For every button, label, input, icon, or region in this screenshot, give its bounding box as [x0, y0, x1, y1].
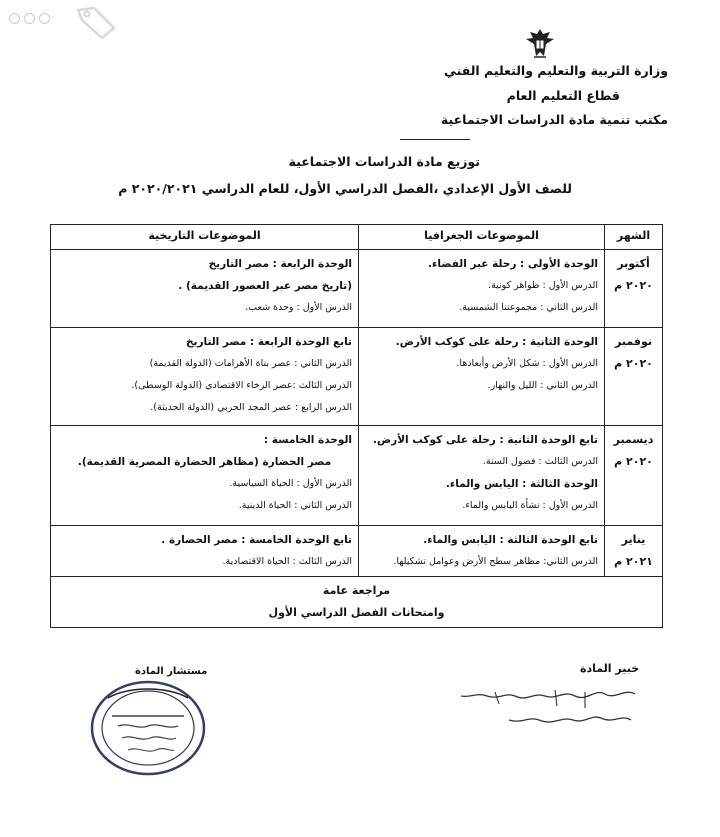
unit-title: تابع الوحدة الرابعة : مصر التاريخ	[185, 336, 352, 348]
header-divider	[400, 139, 470, 140]
unit-title: الوحدة الأولى : رحلة عبر الفضاء.	[428, 258, 598, 270]
month-cell	[605, 250, 663, 328]
month-name: ديسمبر	[613, 433, 654, 446]
document-page	[40, 26, 690, 806]
document-subtitle: للصف الأول الإعدادي ،الفصل الدراسي الأول، للعام الدراسي ٢٠٢٠/٢٠٢١ م	[118, 181, 572, 196]
office-name: مكتب تنمية مادة الدراسات الاجتماعية	[440, 112, 668, 127]
lesson-item: الدرس الأول : ظواهر كونية.	[488, 280, 598, 291]
month-name: أكتوبر	[617, 257, 650, 270]
lesson-item: الدرس الأول : شكل الأرض وأبعادها.	[456, 358, 598, 369]
unit-title: الوحدة الثالثة : اليابس والماء.	[445, 478, 598, 490]
unit-title: تابع الوحدة الثالثة : اليابس والماء.	[423, 534, 598, 546]
header-history: الموضوعات التاريخية	[51, 225, 359, 250]
month-year: ٢٠٢٠ م	[614, 455, 653, 468]
table-row	[51, 526, 663, 577]
lesson-item: الدرس الأول : الحياة السياسية.	[229, 478, 352, 489]
schedule-table	[50, 224, 663, 628]
dots-icon[interactable]	[39, 13, 50, 24]
sector-name: قطاع التعليم العام	[506, 88, 620, 103]
stamp-label: مستشار المادة	[135, 666, 208, 677]
month-name: نوفمبر	[615, 335, 652, 348]
unit-title: تابع الوحدة الثانية : رحلة على كوكب الأرض.	[373, 434, 598, 446]
table-row	[51, 250, 663, 328]
lesson-item: الدرس الثاني : الليل والنهار.	[487, 380, 598, 391]
history-cell	[51, 526, 359, 577]
handwritten-signatures	[435, 684, 645, 764]
header-month: الشهر	[605, 225, 663, 250]
geography-cell	[359, 426, 605, 526]
lesson-item: الدرس الثاني : الحياة الدينية.	[238, 500, 352, 511]
ministry-name: وزارة التربية والتعليم والتعليم الفني	[443, 63, 668, 78]
unit-title: الوحدة الثانية : رحلة على كوكب الأرض.	[395, 336, 598, 348]
dots-icon[interactable]	[24, 13, 35, 24]
unit-subtitle: مصر الحضارة (مظاهر الحضارة المصرية القديمة).	[77, 456, 332, 468]
review-text: مراجعة عامة	[322, 584, 391, 597]
table-row	[51, 328, 663, 426]
month-cell	[605, 328, 663, 426]
exams-text: وامتحانات الفصل الدراسي الأول	[268, 606, 445, 619]
month-year: ٢٠٢٠ م	[614, 357, 653, 370]
review-cell	[51, 577, 663, 628]
month-year: ٢٠٢١ م	[614, 555, 653, 568]
table-row	[51, 426, 663, 526]
lesson-item: الدرس الأول : وحدة شعب.	[245, 302, 352, 313]
unit-title: تابع الوحدة الخامسة : مصر الحضارة .	[161, 534, 352, 546]
lesson-item: الدرس الثالث :عصر الرخاء الاقتصادي (الدولة الوسطى).	[131, 380, 352, 391]
geography-cell	[359, 250, 605, 328]
eagle-emblem-icon	[520, 26, 560, 60]
month-cell	[605, 426, 663, 526]
unit-title: الوحدة الرابعة : مصر التاريخ	[208, 258, 352, 270]
lesson-item: الدرس الثالث : الحياة الاقتصادية.	[222, 556, 352, 567]
lesson-item: الدرس الثالث : فصول السنة.	[482, 456, 598, 467]
month-cell	[605, 526, 663, 577]
table-header-row	[51, 225, 663, 250]
official-stamp	[88, 676, 208, 780]
history-cell	[51, 426, 359, 526]
history-cell	[51, 328, 359, 426]
unit-title: الوحدة الخامسة :	[263, 434, 352, 446]
geography-cell	[359, 526, 605, 577]
header-geography: الموضوعات الجغرافيا	[359, 225, 605, 250]
lesson-item: الدرس الأول : نشأة اليابس والماء.	[462, 500, 598, 511]
unit-subtitle: (تاريخ مصر عبر العصور القديمة) .	[178, 280, 352, 292]
dots-icon[interactable]	[9, 13, 20, 24]
month-year: ٢٠٢٠ م	[614, 279, 653, 292]
lesson-item: الدرس الرابع : عصر المجد الحربي (الدولة الحديثة).	[150, 402, 352, 413]
geography-cell	[359, 328, 605, 426]
table-footer-row	[51, 577, 663, 628]
lesson-item: الدرس الثاني : عصر بناة الأهرامات (الدولة القديمة)	[149, 358, 352, 369]
document-title: توزيع مادة الدراسات الاجتماعية	[288, 154, 480, 169]
lesson-item: الدرس الثاني : مجموعتنا الشمسية.	[459, 302, 598, 313]
expert-label: خبير المادة	[580, 662, 640, 675]
history-cell	[51, 250, 359, 328]
month-name: يناير	[621, 533, 646, 546]
lesson-item: الدرس الثاني: مظاهر سطح الأرض وعوامل تشكيلها.	[393, 556, 598, 567]
